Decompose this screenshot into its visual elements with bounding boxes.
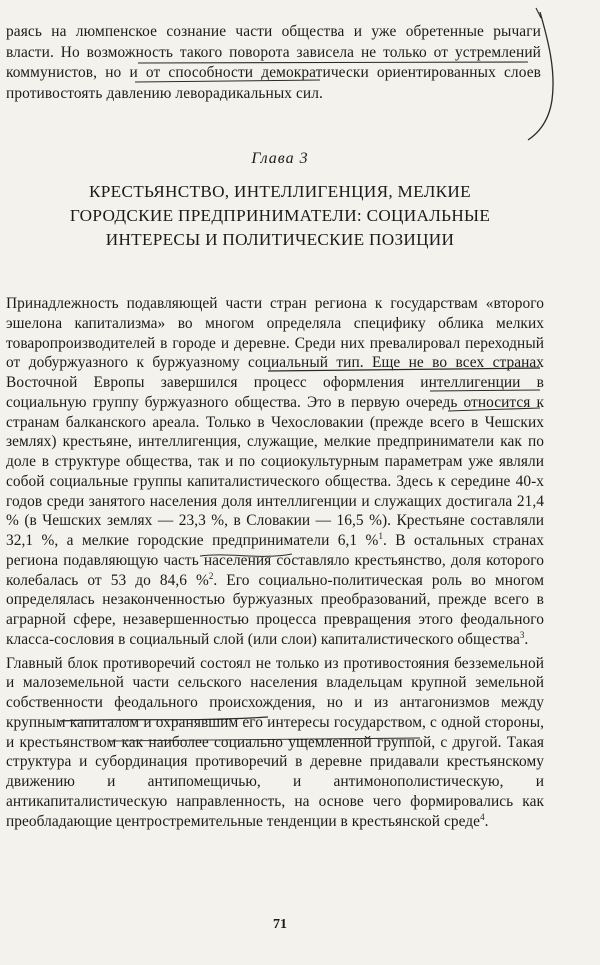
footnote-ref-4: 4 (480, 811, 485, 822)
footnote-ref-1: 1 (378, 530, 383, 541)
paragraph-2-text-b: . (484, 812, 489, 830)
margin-tick-mark (536, 8, 541, 18)
chapter-body (6, 294, 544, 831)
chapter-label: Глава 3 (251, 150, 309, 167)
paragraph-1-text-c: . Его социально-политическая роль во многом определялась незаконченностью буржуазных преобразований, прежде всего в аграрной сфере, незавершенностью процесса превращения этого феодального класса-сословия в социальный слой (или слои) капиталистического общества (6, 571, 544, 648)
footnote-ref-3: 3 (519, 629, 525, 640)
intro-paragraph (6, 22, 541, 104)
body-paragraph-1 (6, 294, 544, 650)
page-number: 71 (273, 917, 287, 932)
intro-text: раясь на люмпенское сознание части общества и уже обретенные рычаги власти. Но возможность такого поворота зависела не только от устремлений коммунистов, но и от способности демократически ориентированных слоев противостоять давлению леворадикальных сил. (6, 23, 541, 102)
paragraph-1-text-b: . В остальных странах региона подавляющую часть населения составляло крестьянство, доля которого колебалась от 53 до 84,6 % (6, 532, 544, 589)
paragraph-1-text-d: . (524, 630, 529, 648)
paragraph-1-text-a: Принадлежность подавляющей части стран региона к государствам «второго эшелона капитализма» во многом определяла специфику облика мелких товаропроизводителей в городе и деревне. Среди них превалировал переходный от добуржуазного к буржуазному социальный тип. Еще не во всех странах Восточной Европы завершился процесс оформления интеллигенции в социальную группу буржуазного общества. Это в первую очередь относится к странам балканского ареала. Только в Чехословакии (прежде всего в Чешских землях) крестьяне, интеллигенция, служащие, мелкие предприниматели как по доле в структуре общества, так и по социокультурным параметрам уже являли собой социальные группы капиталистического общества. Здесь к середине 40-х годов среди занятого населения доля интеллигенции и служащих достигала 21,4 % (в Чешских землях — 23,3 %, в Словакии — 16,5 %). Крестьяне составляли 32,1 %, а мелкие городские предприниматели 6,1 % (6, 295, 544, 549)
paragraph-2-text-a: Главный блок противоречий состоял не только из противостояния безземельной и малоземельной части сельского населения владельцам крупной земельной собственности феодального происхождения, но и из антагонизмов между крупным капиталом и охранявшим его интересы государством, с одной стороны, и крестьянством как наиболее социально ущемленной группой, с другой. Такая структура и субординация противоречий в деревне придавали крестьянскому движению и антипомещичью, и антимонополистическую, и антикапиталистическую направленность, на основе чего формировались как преобладающие центростремительные тенденции в крестьянской среде (6, 654, 544, 830)
body-paragraph-2 (6, 654, 544, 832)
chapter-title: КРЕСТЬЯНСТВО, ИНТЕЛЛИГЕНЦИЯ, МЕЛКИЕ ГОРОДСКИЕ ПРЕДПРИНИМАТЕЛИ: СОЦИАЛЬНЫЕ ИНТЕРЕСЫ И ПОЛИТИЧЕСКИЕ ПОЗИЦИИ (69, 182, 491, 249)
footnote-ref-2: 2 (208, 570, 214, 581)
